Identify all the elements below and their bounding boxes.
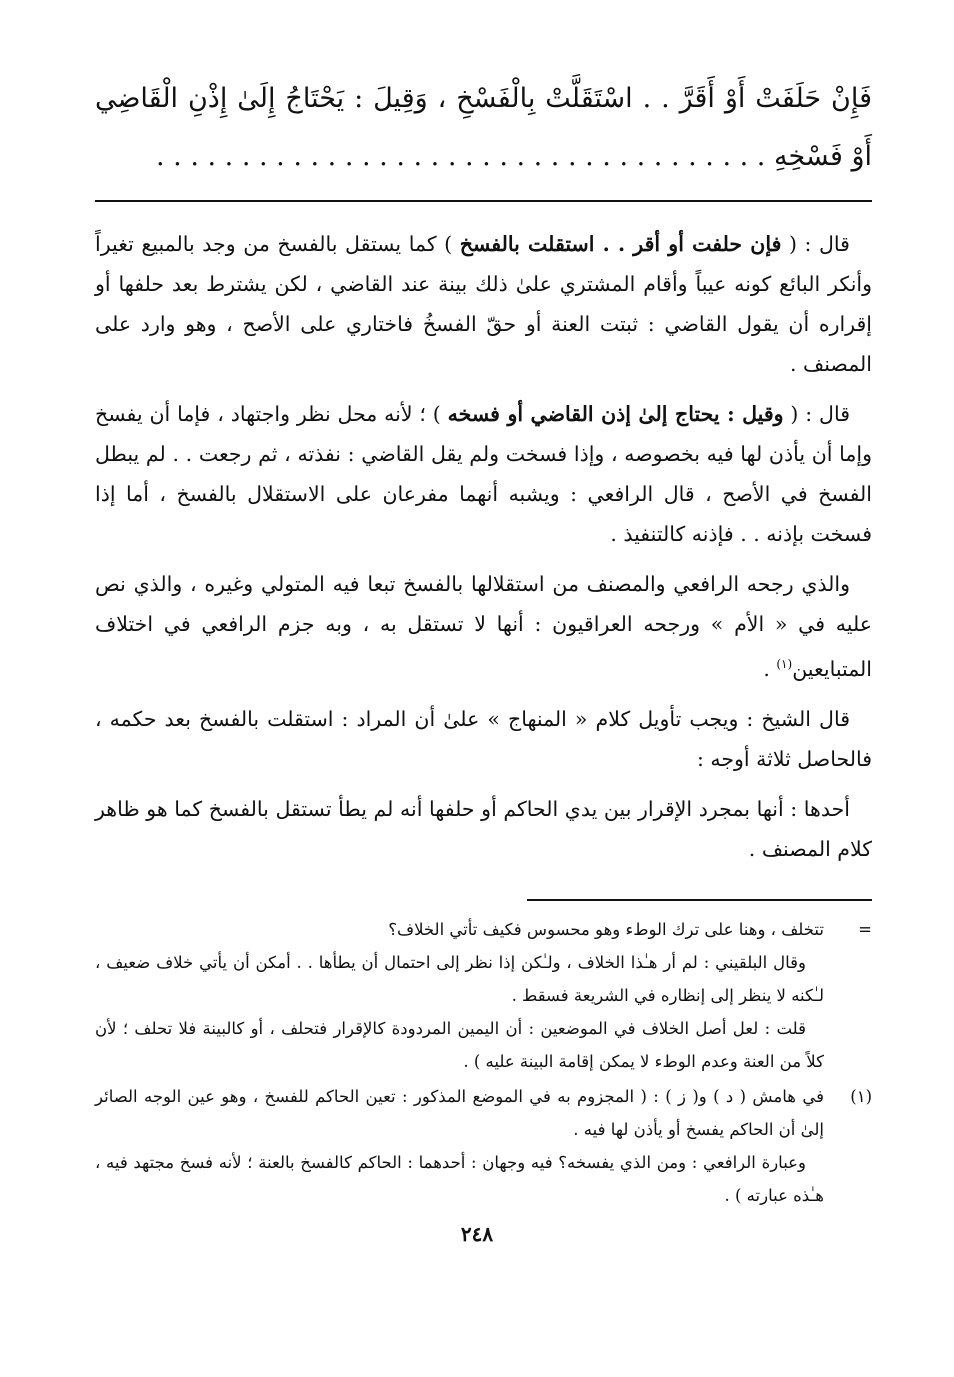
matn-text <box>95 70 872 186</box>
commentary-paragraph-4: قال الشيخ : ويجب تأويل كلام « المنهاج » علىٰ أن المراد : استقلت بالفسخ بعد حكمه ، فالحاصل ثلاثة أوجه : <box>95 706 872 771</box>
commentary-paragraph-5: أحدها : أنها بمجرد الإقرار بين يدي الحاكم أو حلفها أنه لم يطأ تستقل بالفسخ كما هو ظاهر كلام المصنف . <box>95 796 872 861</box>
footnote-line: وقال البلقيني : لم أر هـٰذا الخلاف ، ولـٰكن إذا نظر إلى احتمال أن يطأها . . أمكن أن يأتي خلاف ضعيف ، لـٰكنه لا ينظر إلى إنظاره في الشريعة فسقط . <box>95 952 824 1005</box>
commentary-text: . <box>763 656 777 681</box>
commentary-paragraph-1 <box>95 224 872 384</box>
commentary-paragraph-3 <box>95 564 872 689</box>
footnote-ref[interactable]: (١) <box>776 657 793 671</box>
footnote-divider <box>527 899 872 901</box>
footnote-continuation-mark: = <box>858 919 872 939</box>
commentary-text: ) كما يستقل بالفسخ من وجد بالمبيع تغيراً وأنكر البائع كونه عيباً وأقام المشتري علىٰ ذلك بينة عند القاضي ، لكن يشترط بعد حلفها أو إقراره أن يقول القاضي : ثبتت العنة أو حقّ الفسخُ فاختاري على الأصح ، وهو وارد على المصنف . <box>95 232 872 376</box>
matn-divider <box>95 200 872 202</box>
footnote-continuation <box>95 913 872 1078</box>
quoted-matn: فإن حلفت أو أقر . . استقلت بالفسخ <box>459 232 782 256</box>
quoted-matn: وقيل : يحتاج إلىٰ إذن القاضي أو فسخه <box>447 402 784 426</box>
commentary <box>95 224 872 869</box>
footnote-line: تتخلف ، وهنا على ترك الوطء وهو محسوس فكيف تأتي الخلاف؟ <box>388 919 824 939</box>
page-number: ٢٤٨ <box>460 1222 494 1246</box>
commentary-paragraph-2 <box>95 394 872 554</box>
footnote-line: وعبارة الرافعي : ومن الذي يفسخه؟ فيه وجهان : أحدهما : الحاكم كالفسخ بالعنة ؛ لأنه فسخ مجتهد فيه ، هـٰذه عبارته ) . <box>95 1152 824 1205</box>
footnote-body <box>95 1080 824 1212</box>
quote-open: قال : ( <box>781 232 850 256</box>
book-page <box>95 70 872 1377</box>
footnote-number: (١) <box>850 1086 872 1106</box>
matn-line: فَإِنْ حَلَفَتْ أَوْ أَقَرَّ . . اسْتَقَلَّتْ بِالْفَسْخِ ، وَقِيلَ : يَحْتَاجُ إِلَىٰ إِذْنِ الْقَاضِي أَوْ فَسْخِهِ <box>95 83 872 172</box>
quote-open: قال : ( <box>783 402 850 426</box>
matn-dots: . . . . . . . . . . . . . . . . . . . . . . . . . . . . . . . . . . . . <box>156 141 766 172</box>
commentary-text: والذي رجحه الرافعي والمصنف من استقلالها بالفسخ تبعا فيه المتولي وغيره ، والذي نص عليه في « الأم » ورجحه العراقيون : أنها لا تستقل به ، وبه جزم الرافعي في اختلاف المتبايعين <box>95 572 872 681</box>
footnote-body <box>95 913 824 1078</box>
footnote-line: قلت : لعل أصل الخلاف في الموضعين : أن اليمين المردودة كالإقرار فتحلف ، أو كالبينة فلا تحلف ؛ لأن كلاً من العنة وعدم الوطء لا يمكن إقامة البينة عليه ) . <box>95 1018 824 1071</box>
commentary-text: ) ؛ لأنه محل نظر واجتهاد ، فإما أن يفسخ وإما أن يأذن لها فيه بخصوصه ، وإذا فسخت ولم يقل القاضي : نفذته ، ثم رجعت . . لم يبطل الفسخ في الأصح ، قال الرافعي : ويشبه أنهما مفرعان على الاستقلال بالفسخ ، أما إذا فسخت بإذنه . . فإذنه كالتنفيذ . <box>95 402 872 546</box>
footnote-line: في هامش ( د ) و( ز ) : ( المجزوم به في الموضع المذكور : تعين الحاكم للفسخ ، وهو عين الوجه الصائر إلىٰ أن الحاكم يفسخ أو يأذن لها فيه . <box>95 1086 824 1139</box>
footnotes <box>95 913 872 1212</box>
footnote-1 <box>95 1080 872 1212</box>
